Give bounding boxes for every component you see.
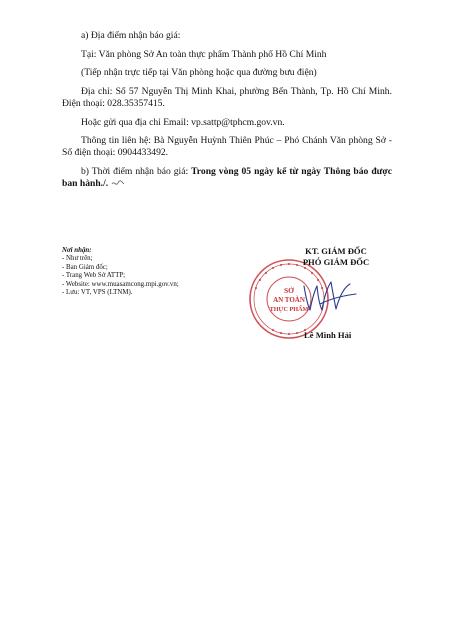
- paragraph-time: [62, 166, 392, 190]
- recipient-item: - Như trên;: [62, 255, 93, 263]
- time-bold: Trong vòng 05 ngày kể từ ngày Thông báo được ban hành./.: [62, 165, 392, 190]
- body-text: [62, 30, 392, 197]
- seal-text-line: THỰC PHẨM: [269, 306, 309, 313]
- recipient-item: - Lưu: VT, VPS (LTNM).: [62, 289, 133, 297]
- recipient-item: - Trang Web Sở ATTP;: [62, 272, 126, 280]
- seal-text-line: SỞ: [283, 286, 295, 295]
- paragraph-address: Địa chỉ: Số 57 Nguyễn Thị Minh Khai, phường Bến Thành, Tp. Hồ Chí Minh. Điện thoại: 028.35357415.: [62, 85, 392, 109]
- signature-title-vice-director: PHÓ GIÁM ĐỐC: [302, 257, 370, 268]
- handwritten-signature-icon: [300, 276, 360, 316]
- paragraph-location-heading: a) Địa điểm nhận báo giá:: [81, 30, 181, 41]
- paragraph-contact: Thông tin liên hệ: Bà Nguyễn Huỳnh Thiên Phúc – Phó Chánh Văn phòng Sở - Số điện thoại: 0904433492.: [62, 135, 392, 159]
- recipients-title: Nơi nhận:: [62, 247, 92, 254]
- time-prefix: b) Thời điểm nhận báo giá:: [81, 165, 192, 177]
- seal-text-line: AN TOÀN: [273, 296, 305, 304]
- initial-squiggle-icon: [111, 179, 125, 187]
- signature-block: [282, 246, 390, 269]
- paragraph-receive-method: (Tiếp nhận trực tiếp tại Văn phòng hoặc qua đường bưu điện): [81, 67, 317, 79]
- signature-title-deputy: KT. GIÁM ĐỐC: [305, 246, 367, 256]
- paragraph-office: Tại: Văn phòng Sở An toàn thực phẩm Thành phố Hồ Chí Minh: [81, 48, 327, 60]
- signer-name: Lê Minh Hải: [304, 330, 352, 340]
- recipient-item: - Ban Giám đốc;: [62, 263, 108, 271]
- recipients-block: [62, 247, 252, 297]
- recipient-item: - Website: www.muasamcong.mpi.gov.vn;: [62, 280, 179, 288]
- paragraph-email: Hoặc gửi qua địa chỉ Email: vp.sattp@tphcm.gov.vn.: [81, 116, 285, 128]
